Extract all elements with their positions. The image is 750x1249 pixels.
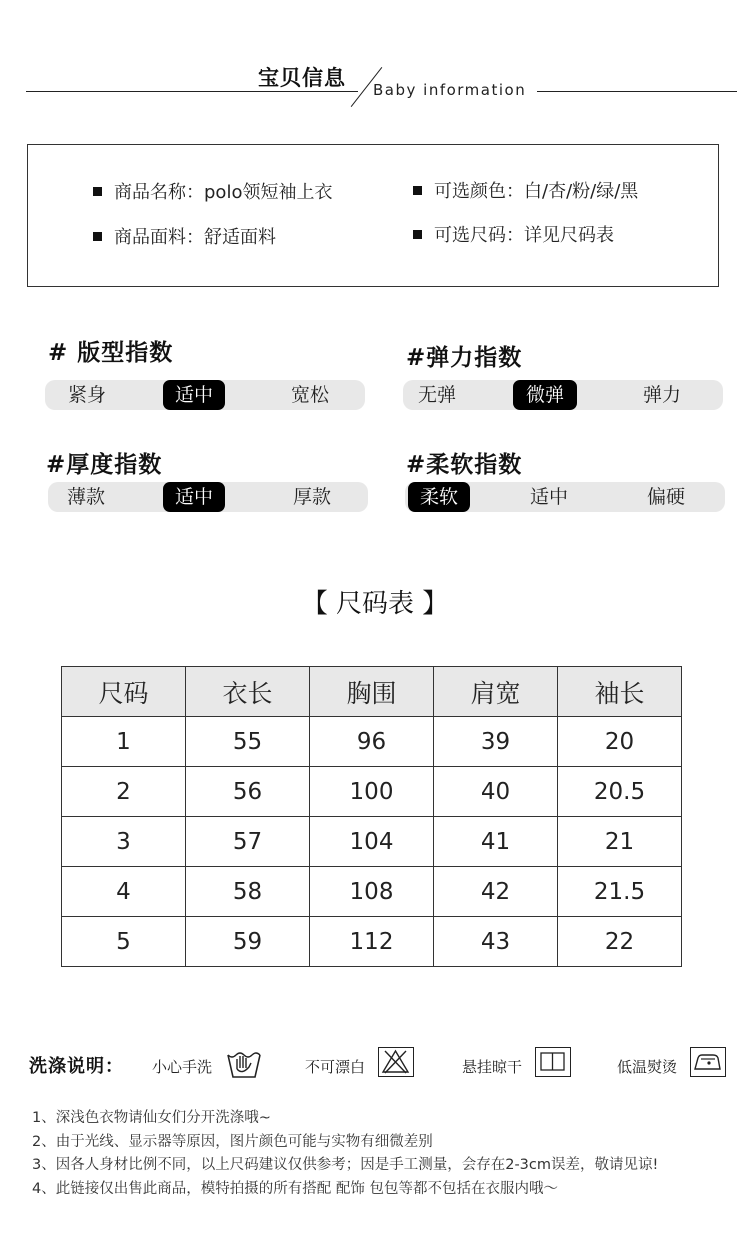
table-row — [62, 767, 682, 817]
note-item: 2、由于光线、显示器等原因，图片颜色可能与实物有细微差别 — [32, 1133, 433, 1150]
header-cell: 胸围 — [310, 667, 434, 717]
note-item: 1、深浅色衣物请仙女们分开洗涤哦~ — [32, 1110, 271, 1126]
table-cell: 2 — [62, 767, 186, 817]
care-text-low-iron: 低温熨烫 — [617, 1058, 678, 1076]
header-cell: 尺码 — [62, 667, 186, 717]
care-text-hand-wash: 小心手洗 — [152, 1058, 213, 1076]
table-cell: 39 — [434, 717, 558, 767]
notes-list — [32, 1107, 658, 1201]
care-text-hang-dry: 悬挂晾干 — [462, 1058, 523, 1076]
info-fabric-text: 商品面料：舒适面料 — [114, 227, 276, 248]
table-row — [62, 917, 682, 967]
table-cell: 20.5 — [558, 767, 682, 817]
softness-option-firm: 偏硬 — [646, 486, 685, 508]
table-cell: 40 — [434, 767, 558, 817]
hang-dry-icon — [535, 1047, 571, 1077]
thickness-index-scale — [48, 482, 368, 512]
table-cell: 22 — [558, 917, 682, 967]
note-item: 3、因各人身材比例不同，以上尺码建议仅供参考；因是手工测量，会存在2-3cm误差，敬请见谅! — [32, 1157, 659, 1173]
no-bleach-icon — [378, 1047, 414, 1077]
table-cell: 100 — [310, 767, 434, 817]
table-cell: 42 — [434, 867, 558, 917]
softness-index-scale — [405, 482, 725, 512]
table-cell: 5 — [62, 917, 186, 967]
size-table-header-row — [62, 667, 682, 717]
elastic-option-slight-selected: 微弹 — [513, 380, 577, 410]
size-table-title: 【 尺码表 】 — [301, 589, 449, 619]
table-cell: 108 — [310, 867, 434, 917]
softness-option-soft-selected: 柔软 — [408, 482, 470, 512]
table-cell: 57 — [186, 817, 310, 867]
table-cell: 21 — [558, 817, 682, 867]
product-info-box — [27, 144, 719, 287]
note-item: 4、此链接仅出售此商品，模特拍摄的所有搭配 配饰 包包等都不包括在衣服内哦～ — [32, 1180, 558, 1197]
thickness-option-thin: 薄款 — [66, 486, 105, 508]
table-cell: 59 — [186, 917, 310, 967]
elastic-index-scale — [403, 380, 723, 410]
fit-option-loose: 宽松 — [290, 384, 329, 406]
table-cell: 20 — [558, 717, 682, 767]
elastic-option-elastic: 弹力 — [642, 384, 681, 406]
care-text-no-bleach: 不可漂白 — [305, 1058, 366, 1076]
header-cell: 肩宽 — [434, 667, 558, 717]
table-cell: 96 — [310, 717, 434, 767]
table-row — [62, 867, 682, 917]
table-cell: 1 — [62, 717, 186, 767]
care-label: 洗涤说明： — [29, 1056, 124, 1077]
thickness-option-thick: 厚款 — [292, 486, 331, 508]
table-cell: 3 — [62, 817, 186, 867]
thickness-option-regular-selected: 适中 — [163, 482, 225, 512]
info-colors — [413, 177, 638, 203]
table-cell: 43 — [434, 917, 558, 967]
table-cell: 56 — [186, 767, 310, 817]
table-cell: 4 — [62, 867, 186, 917]
header-divider-right — [537, 91, 737, 92]
info-fabric — [93, 223, 276, 249]
softness-option-regular: 适中 — [529, 486, 568, 508]
fit-index-scale — [45, 380, 365, 410]
table-cell: 21.5 — [558, 867, 682, 917]
thickness-index-title: #厚度指数 — [46, 452, 163, 478]
table-cell: 55 — [186, 717, 310, 767]
section-title: 宝贝信息 — [258, 66, 346, 90]
hand-wash-icon — [225, 1047, 263, 1079]
low-iron-icon — [690, 1047, 726, 1077]
elastic-index-title: #弹力指数 — [406, 345, 523, 371]
info-colors-text: 可选颜色：白/杏/粉/绿/黑 — [434, 181, 639, 202]
table-cell: 104 — [310, 817, 434, 867]
softness-index-title: #柔软指数 — [406, 452, 523, 478]
header-cell: 衣长 — [186, 667, 310, 717]
table-cell: 112 — [310, 917, 434, 967]
bullet-square-icon — [413, 186, 422, 195]
info-product-name-text: 商品名称：polo领短袖上衣 — [114, 182, 333, 203]
table-cell: 58 — [186, 867, 310, 917]
bullet-square-icon — [413, 230, 422, 239]
info-sizes-text: 可选尺码：详见尺码表 — [434, 225, 614, 246]
table-cell: 41 — [434, 817, 558, 867]
fit-option-tight: 紧身 — [67, 384, 106, 406]
size-table — [61, 666, 682, 967]
bullet-square-icon — [93, 232, 102, 241]
section-subtitle: Baby information — [373, 81, 527, 99]
table-row — [62, 817, 682, 867]
header-cell: 袖长 — [558, 667, 682, 717]
info-product-name — [93, 178, 332, 204]
info-sizes — [413, 221, 614, 247]
bullet-square-icon — [93, 187, 102, 196]
table-row — [62, 717, 682, 767]
fit-option-regular-selected: 适中 — [163, 380, 225, 410]
elastic-option-none: 无弹 — [417, 384, 456, 406]
fit-index-title: # 版型指数 — [48, 340, 174, 366]
